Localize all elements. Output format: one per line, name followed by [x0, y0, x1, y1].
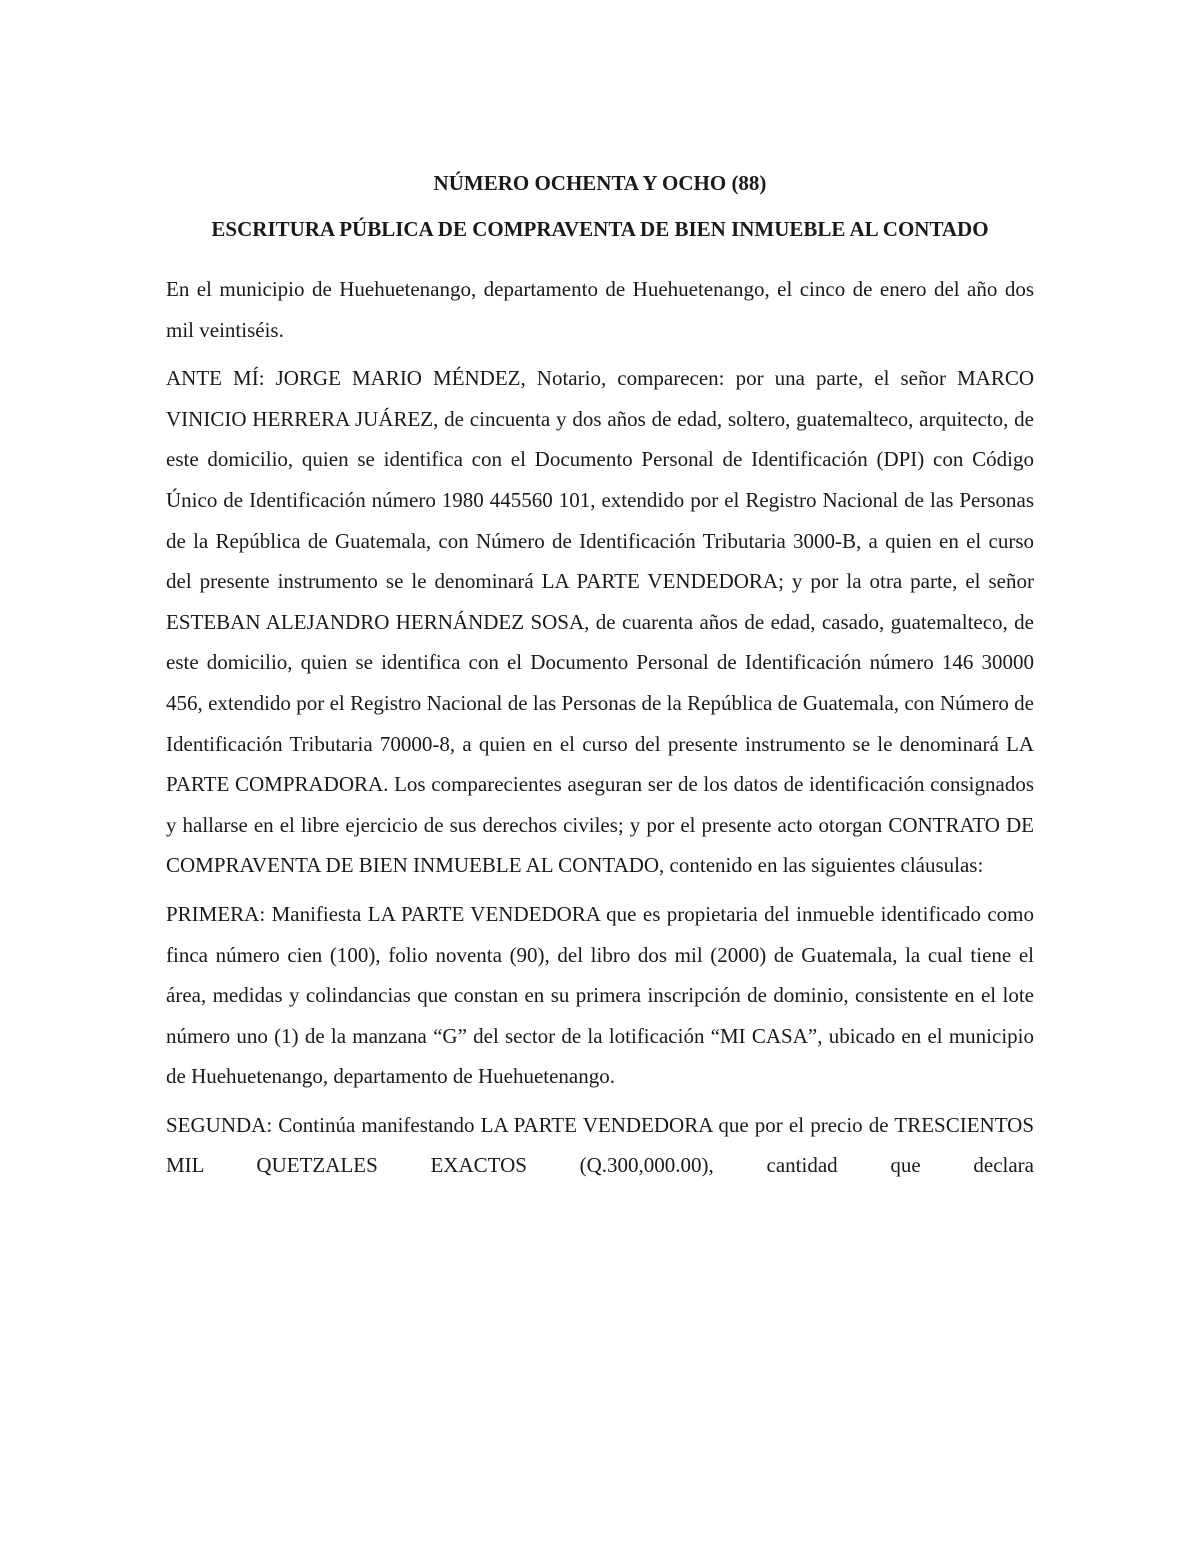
deed-number-heading: NÚMERO OCHENTA Y OCHO (88)	[433, 171, 767, 195]
paragraph-appearance: ANTE MÍ: JORGE MARIO MÉNDEZ, Notario, comparecen: por una parte, el señor MARCO VINICIO HERRERA JUÁREZ, de cincuenta y dos años de edad, soltero, guatemalteco, arquitecto, de este domicilio, quien se identifica con el Documento Personal de Identificación (DPI) con Código Único de Identificación número 1980 445560 101, extendido por el Registro Nacional de las Personas de la República de Guatemala, con Número de Identificación Tributaria 3000-B, a quien en el curso del presente instrumento se le denominará LA PARTE VENDEDORA; y por la otra parte, el señor ESTEBAN ALEJANDRO HERNÁNDEZ SOSA, de cuarenta años de edad, casado, guatemalteco, de este domicilio, quien se identifica con el Documento Personal de Identificación número 146 30000 456, extendido por el Registro Nacional de las Personas de la República de Guatemala, con Número de Identificación Tributaria 70000-8, a quien en el curso del presente instrumento se le denominará LA PARTE COMPRADORA. Los comparecientes aseguran ser de los datos de identificación consignados y hallarse en el libre ejercicio de sus derechos civiles; y por el presente acto otorgan CONTRATO DE COMPRAVENTA DE BIEN INMUEBLE AL CONTADO, contenido en las siguientes cláusulas:	[166, 366, 1034, 878]
paragraph-clause-primera: PRIMERA: Manifiesta LA PARTE VENDEDORA que es propietaria del inmueble identificado como finca número cien (100), folio noventa (90), del libro dos mil (2000) de Guatemala, la cual tiene el área, medidas y colindancias que constan en su primera inscripción de dominio, consistente en el lote número uno (1) de la manzana “G” del sector de la lotificación “MI CASA”, ubicado en el municipio de Huehuetenango, departamento de Huehuetenango.	[166, 901, 1034, 1089]
paragraph-clause-segunda: SEGUNDA: Continúa manifestando LA PARTE VENDEDORA que por el precio de TRESCIENTOS MIL QUETZALES EXACTOS (Q.300,000.00), cantidad que declara	[166, 1112, 1034, 1178]
paragraph-place-date: En el municipio de Huehuetenango, departamento de Huehuetenango, el cinco de enero del año dos mil veintiséis.	[166, 277, 1034, 342]
document-body	[166, 163, 1034, 1194]
deed-title: ESCRITURA PÚBLICA DE COMPRAVENTA DE BIEN INMUEBLE AL CONTADO	[211, 217, 989, 241]
